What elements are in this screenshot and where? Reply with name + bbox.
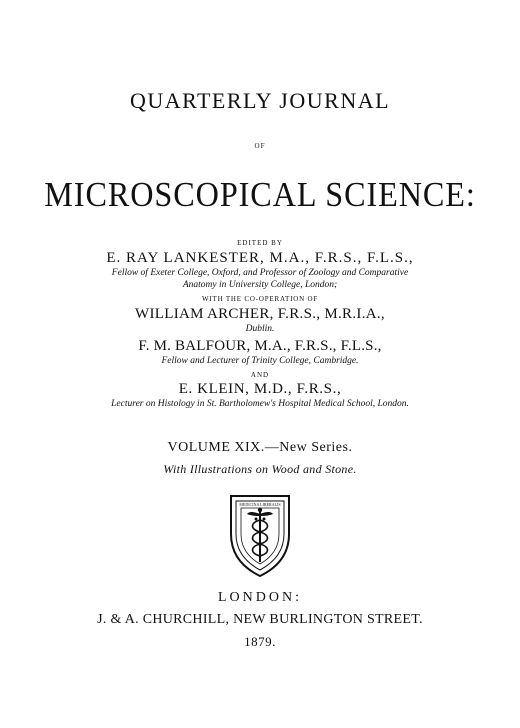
imprint-city: LONDON: <box>218 590 302 605</box>
editor-name-lankester: E. RAY LANKESTER, M.A., F.R.S., F.L.S., <box>106 250 414 266</box>
volume-line: VOLUME XIX.—New Series. <box>167 440 353 455</box>
svg-text:MEDICINA LIBERALIS: MEDICINA LIBERALIS <box>239 502 281 507</box>
and-label: AND <box>250 371 270 379</box>
editor-affiliation-archer: Dublin. <box>245 324 275 334</box>
editor-affiliation-klein: Lecturer on Histology in St. Bartholomew's Hospital Medical School, London. <box>111 399 409 409</box>
title-line-2: OF <box>254 142 266 150</box>
editor-affiliation-lankester-2: Anatomy in University College, London; <box>182 280 338 290</box>
illustrations-line: With Illustrations on Wood and Stone. <box>163 462 357 476</box>
caduceus-seal-icon <box>225 490 295 578</box>
edited-by-label: EDITED BY <box>237 239 283 247</box>
title-line-1: QUARTERLY JOURNAL <box>129 88 391 113</box>
imprint-publisher: J. & A. CHURCHILL, NEW BURLINGTON STREET. <box>97 612 423 627</box>
editor-affiliation-lankester-1: Fellow of Exeter College, Oxford, and Professor of Zoology and Comparative <box>111 268 409 278</box>
editor-name-klein: E. KLEIN, M.D., F.R.S., <box>178 381 342 397</box>
editor-name-balfour: F. M. BALFOUR, M.A., F.R.S., F.L.S., <box>138 338 382 354</box>
editor-affiliation-balfour: Fellow and Lecturer of Trinity College, Cambridge. <box>161 356 359 366</box>
title-line-3: MICROSCOPICAL SCIENCE: <box>44 175 476 214</box>
editor-name-archer: WILLIAM ARCHER, F.R.S., M.R.I.A., <box>135 306 385 322</box>
imprint-year: 1879. <box>244 634 276 649</box>
cooperation-label: WITH THE CO-OPERATION OF <box>201 295 319 303</box>
